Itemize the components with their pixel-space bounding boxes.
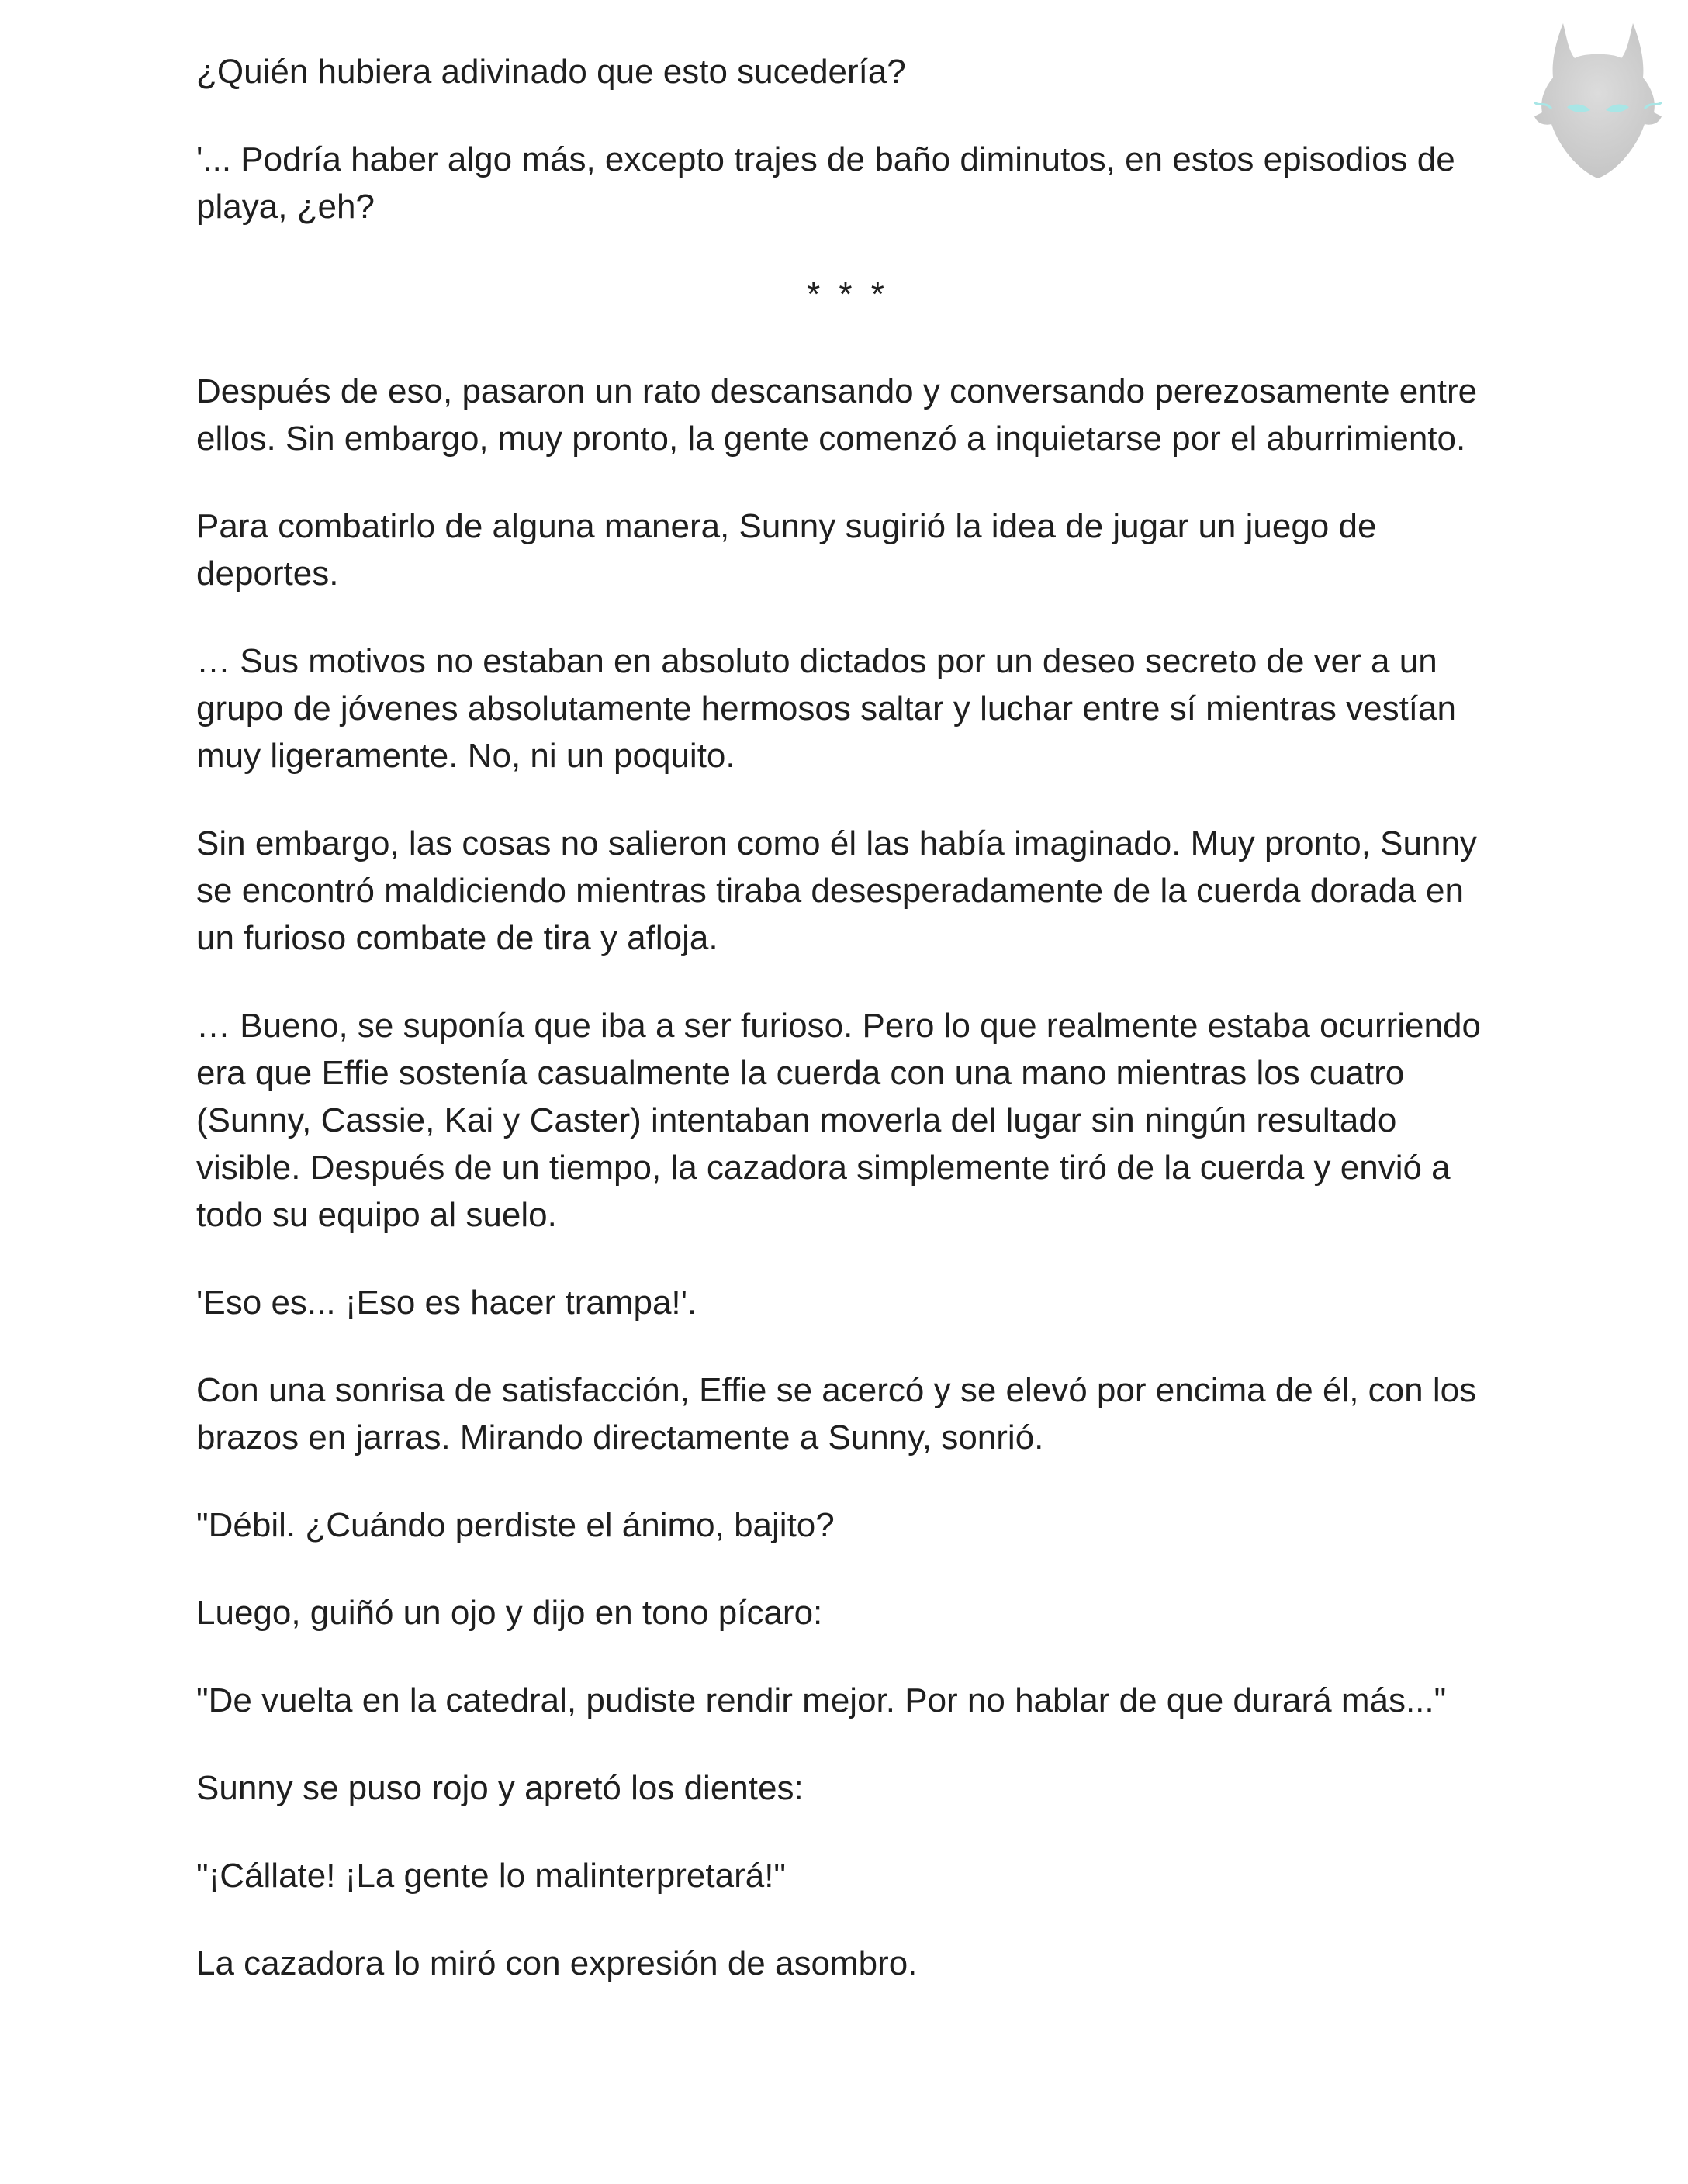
demon-head-icon <box>1520 16 1676 186</box>
section-separator: * * * <box>807 275 889 313</box>
paragraph: "De vuelta en la catedral, pudiste rendir mejor. Por no hablar de que durará más..." <box>196 1681 1447 1719</box>
paragraph: Después de eso, pasaron un rato descansando y conversando perezosamente entre ellos. Sin embargo, muy pronto, la gente comenzó a inquietarse por el aburrimiento. <box>196 372 1478 458</box>
paragraph: Con una sonrisa de satisfacción, Effie se acercó y se elevó por encima de él, con los brazos en jarras. Mirando directamente a Sunny, sonrió. <box>196 1371 1477 1457</box>
paragraph: La cazadora lo miró con expresión de asombro. <box>196 1944 918 1982</box>
paragraph: Sunny se puso rojo y apretó los dientes: <box>196 1769 804 1807</box>
paragraph: … Sus motivos no estaban en absoluto dictados por un deseo secreto de ver a un grupo de jóvenes absolutamente hermosos saltar y luchar entre sí mientras vestían muy ligeramente. No, ni un poquito. <box>196 642 1456 775</box>
document-body <box>196 48 1499 2027</box>
paragraph: Para combatirlo de alguna manera, Sunny sugirió la idea de jugar un juego de deportes. <box>196 507 1377 593</box>
paragraph: Luego, guiñó un ojo y dijo en tono pícaro: <box>196 1594 823 1632</box>
paragraph: "¡Cállate! ¡La gente lo malinterpretará!" <box>196 1857 787 1895</box>
paragraph: Sin embargo, las cosas no salieron como él las había imaginado. Muy pronto, Sunny se encontró maldiciendo mientras tiraba desesperadamente de la cuerda dorada en un furioso combate de tira y afloja. <box>196 824 1477 957</box>
paragraph: … Bueno, se suponía que iba a ser furioso. Pero lo que realmente estaba ocurriendo era que Effie sostenía casualmente la cuerda con una mano mientras los cuatro (Sunny, Cassie, Kai y Caster) intentaban moverla del lugar sin ningún resultado visible. Después de un tiempo, la cazadora simplemente tiró de la cuerda y envió a todo su equipo al suelo. <box>196 1007 1481 1234</box>
paragraph: ¿Quién hubiera adivinado que esto sucedería? <box>196 53 906 91</box>
paragraph: '... Podría haber algo más, excepto trajes de baño diminutos, en estos episodios de playa, ¿eh? <box>196 140 1455 226</box>
paragraph: "Débil. ¿Cuándo perdiste el ánimo, bajito? <box>196 1506 835 1544</box>
paragraph: 'Eso es... ¡Eso es hacer trampa!'. <box>196 1284 697 1322</box>
